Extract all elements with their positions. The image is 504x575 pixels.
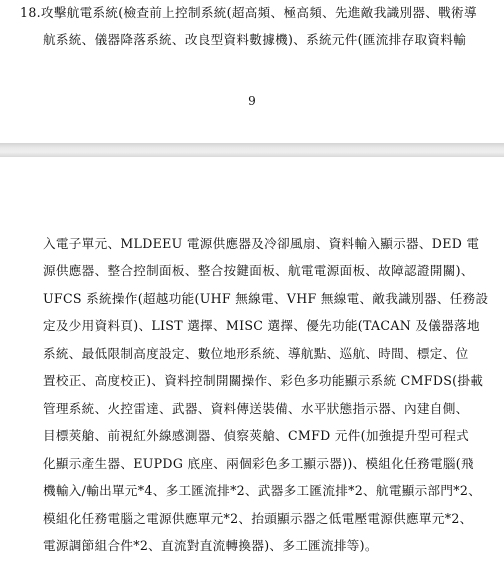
text-line: 模組化任務電腦之電源供應單元*2、抬頭顯示器之低電壓電源供應單元*2、	[43, 511, 473, 526]
text-line: 管理系統、火控雷達、武器、資料傳送裝備、水平狀態指示器、內建自側、	[43, 401, 469, 416]
text-line: 電源調節組合件*2、直流對直流轉換器)、多工匯流排等)。	[43, 538, 378, 553]
text-line: 化顯示產生器、EUPDG 底座、兩個彩色多工顯示器))、模組化任務電腦(飛	[43, 456, 474, 471]
text-line: 目標莢艙、前視紅外線感測器、偵察莢艙、CMFD 元件(加強提升型可程式	[43, 428, 470, 443]
text-line: 系統、最低限制高度設定、數位地形系統、導航點、巡航、時間、標定、位	[43, 346, 469, 361]
text-line: 置校正、高度校正)、資料控制開關操作、彩色多功能顯示系統 CMFDS(掛載	[43, 373, 484, 388]
text-line: 源供應器、整合控制面板、整合按鍵面板、航電電源面板、故障認證開關)、	[43, 263, 474, 278]
text-line: 航系統、儀器降落系統、改良型資料數據機)、系統元件(匯流排存取資料輸	[43, 32, 467, 47]
text-line: 定及少用資料頁)、LIST 選擇、MISC 選擇、優先功能(TACAN 及儀器落地	[43, 318, 480, 333]
text-line: 機輸入/輸出單元*4、多工匯流排*2、武器多工匯流排*2、航電顯示部門*2、	[43, 483, 482, 498]
text-line: 18.攻擊航電系統(檢查前上控制系統(超高頻、極高頻、先進敵我識別器、戰術導	[20, 5, 477, 20]
document-page-lower	[0, 157, 504, 575]
document-page-upper	[0, 0, 504, 143]
page-separator	[0, 143, 504, 157]
page-number: 9	[248, 94, 256, 108]
text-line: 入電子單元、MLDEEU 電源供應器及冷卻風扇、資料輸入顯示器、DED 電	[43, 236, 480, 251]
text-line: UFCS 系統操作(超越功能(UHF 無線電、VHF 無線電、敵我識別器、任務設	[43, 291, 489, 306]
